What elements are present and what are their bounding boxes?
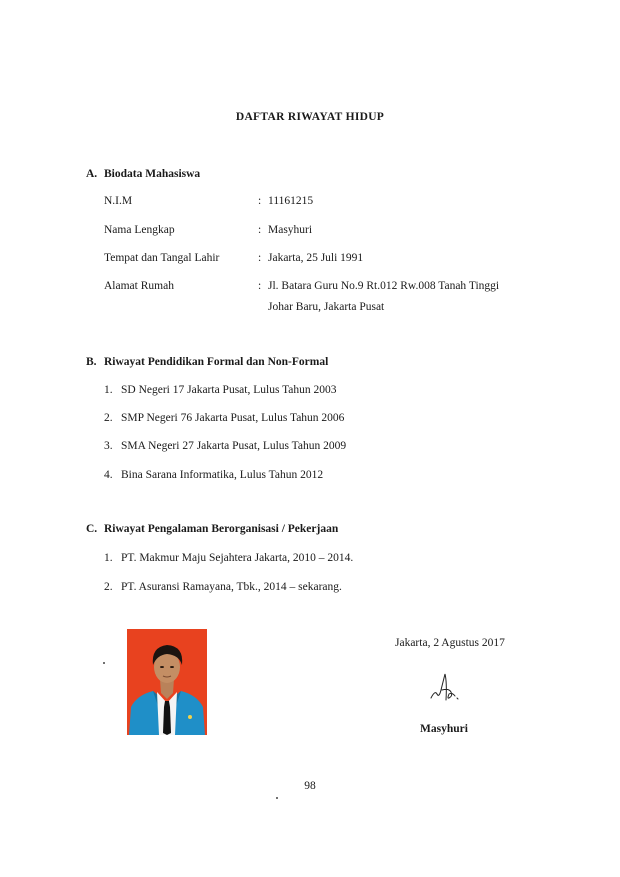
bio-label-nim: N.I.M [104, 195, 133, 207]
list-number: 3. [104, 440, 113, 452]
profile-photo [127, 629, 207, 735]
list-number: 4. [104, 469, 113, 481]
bio-colon-name: : [258, 224, 262, 236]
list-number: 1. [104, 384, 113, 396]
section-b-letter: B. [86, 356, 97, 368]
bio-colon-birth: : [258, 252, 262, 264]
bio-value-name: Masyhuri [268, 224, 313, 236]
bio-colon-address: : [258, 280, 262, 292]
signer-name: Masyhuri [420, 723, 468, 735]
place-date: Jakarta, 2 Agustus 2017 [395, 637, 505, 649]
list-number: 2. [104, 581, 113, 593]
list-number: 1. [104, 552, 113, 564]
list-item [104, 581, 342, 593]
bio-label-name: Nama Lengkap [104, 224, 175, 236]
person-illustration [127, 629, 207, 735]
section-a-heading [86, 168, 200, 180]
page-number: 98 [304, 780, 316, 792]
scan-speck [276, 797, 278, 799]
section-b-heading [86, 356, 328, 368]
document-title: DAFTAR RIWAYAT HIDUP [235, 111, 385, 123]
section-b-title: Riwayat Pendidikan Formal dan Non-Formal [104, 356, 329, 368]
list-text: SD Negeri 17 Jakarta Pusat, Lulus Tahun 2003 [121, 384, 337, 396]
list-text: PT. Makmur Maju Sejahtera Jakarta, 2010 – 2014. [121, 552, 354, 564]
section-c-letter: C. [86, 523, 98, 535]
list-item [104, 440, 346, 452]
list-item [104, 412, 344, 424]
bio-value-address-line2: Johar Baru, Jakarta Pusat [268, 301, 385, 313]
bio-value-address-line1: Jl. Batara Guru No.9 Rt.012 Rw.008 Tanah Tinggi [268, 280, 500, 292]
bio-value-birth: Jakarta, 25 Juli 1991 [268, 252, 364, 264]
list-item [104, 552, 353, 564]
section-c-title: Riwayat Pengalaman Berorganisasi / Pekerjaan [104, 523, 339, 535]
bio-value-nim: 11161215 [268, 195, 314, 207]
list-text: Bina Sarana Informatika, Lulus Tahun 2012 [121, 469, 324, 481]
section-a-letter: A. [86, 168, 98, 180]
bio-colon-nim: : [258, 195, 262, 207]
scan-speck [103, 662, 105, 664]
section-a-title: Biodata Mahasiswa [104, 168, 201, 180]
bio-label-address: Alamat Rumah [104, 280, 174, 292]
bio-label-birth: Tempat dan Tangal Lahir [104, 252, 220, 264]
list-text: SMP Negeri 76 Jakarta Pusat, Lulus Tahun 2006 [121, 412, 345, 424]
handwritten-signature [427, 670, 467, 709]
list-item [104, 384, 337, 396]
list-number: 2. [104, 412, 113, 424]
list-item [104, 469, 323, 481]
section-c-heading [86, 523, 338, 535]
list-text: SMA Negeri 27 Jakarta Pusat, Lulus Tahun 2009 [121, 440, 347, 452]
list-text: PT. Asuransi Ramayana, Tbk., 2014 – sekarang. [121, 581, 342, 593]
